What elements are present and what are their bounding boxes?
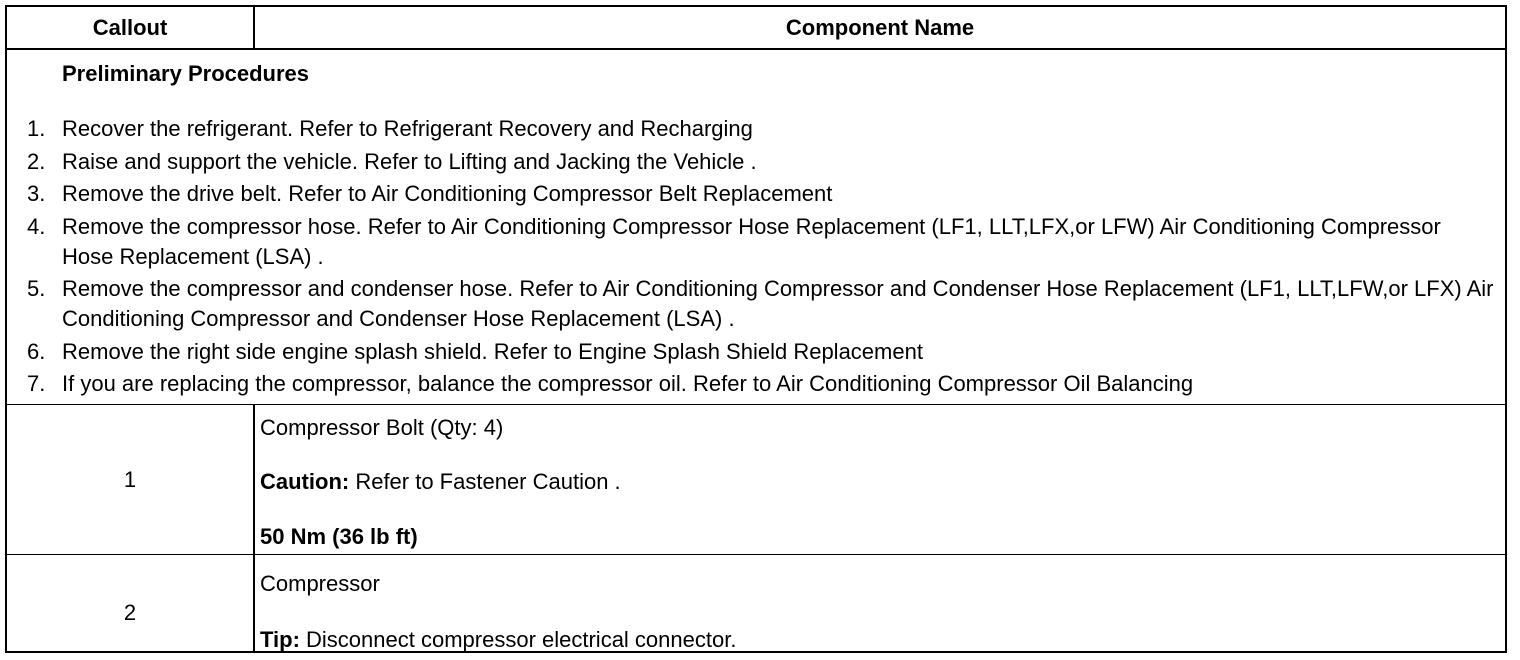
step-number: 1. (27, 116, 46, 141)
callout-number: 2 (123, 600, 137, 625)
list-item (7, 369, 1497, 399)
tip-label: Tip: (260, 627, 300, 652)
tip-note (260, 627, 736, 653)
column-divider (253, 555, 255, 653)
preliminary-steps-list (7, 114, 1497, 402)
list-item (7, 337, 1497, 367)
table-row (7, 555, 1505, 653)
step-text: Remove the compressor and condenser hose. Refer to Air Conditioning Compressor and Condenser Hose Replacement (LF1, LLT,LFW,or LFX) Air Conditioning Compressor and Condenser Hose Replacement (LSA) . (62, 276, 1494, 331)
step-text: Remove the compressor hose. Refer to Air Conditioning Compressor Hose Replacement (LF1, LLT,LFX,or LFW) Air Conditioning Compressor Hose Replacement (LSA) . (62, 213, 1441, 269)
step-number: 6. (27, 338, 46, 364)
step-number: 7. (27, 371, 46, 396)
list-item (7, 179, 1497, 209)
preliminary-procedures-title: Preliminary Procedures (62, 61, 310, 86)
list-item (7, 212, 1497, 272)
caution-text: Refer to Fastener Caution . (349, 469, 621, 494)
component-name: Compressor Bolt (Qty: 4) (260, 415, 504, 440)
preliminary-procedures-section (7, 50, 1505, 405)
component-name: Compressor (260, 571, 380, 596)
step-text: Remove the right side engine splash shield. Refer to Engine Splash Shield Replacement (62, 338, 923, 364)
step-text: Raise and support the vehicle. Refer to Lifting and Jacking the Vehicle . (62, 148, 757, 174)
step-text: Remove the drive belt. Refer to Air Conditioning Compressor Belt Replacement (62, 181, 833, 206)
table-row (7, 405, 1505, 555)
step-number: 4. (27, 213, 46, 239)
step-text: Recover the refrigerant. Refer to Refrigerant Recovery and Recharging (62, 116, 753, 141)
list-item (7, 274, 1497, 334)
column-divider (253, 405, 255, 554)
list-item (7, 147, 1497, 177)
list-item (7, 114, 1497, 144)
step-number: 3. (27, 181, 46, 206)
caution-note (260, 469, 621, 495)
step-text: If you are replacing the compressor, balance the compressor oil. Refer to Air Conditioning Compressor Oil Balancing (62, 371, 1194, 396)
step-number: 5. (27, 276, 46, 301)
table-header-row (7, 7, 1505, 50)
callout-column-header: Callout (92, 15, 168, 40)
caution-label: Caution: (260, 469, 350, 494)
tip-text: Disconnect compressor electrical connector. (299, 627, 737, 652)
callout-number: 1 (123, 467, 137, 492)
torque-spec: 50 Nm (36 lb ft) (260, 524, 418, 549)
step-number: 2. (27, 148, 46, 174)
procedure-table (5, 5, 1507, 653)
component-name-column-header: Component Name (785, 15, 975, 40)
